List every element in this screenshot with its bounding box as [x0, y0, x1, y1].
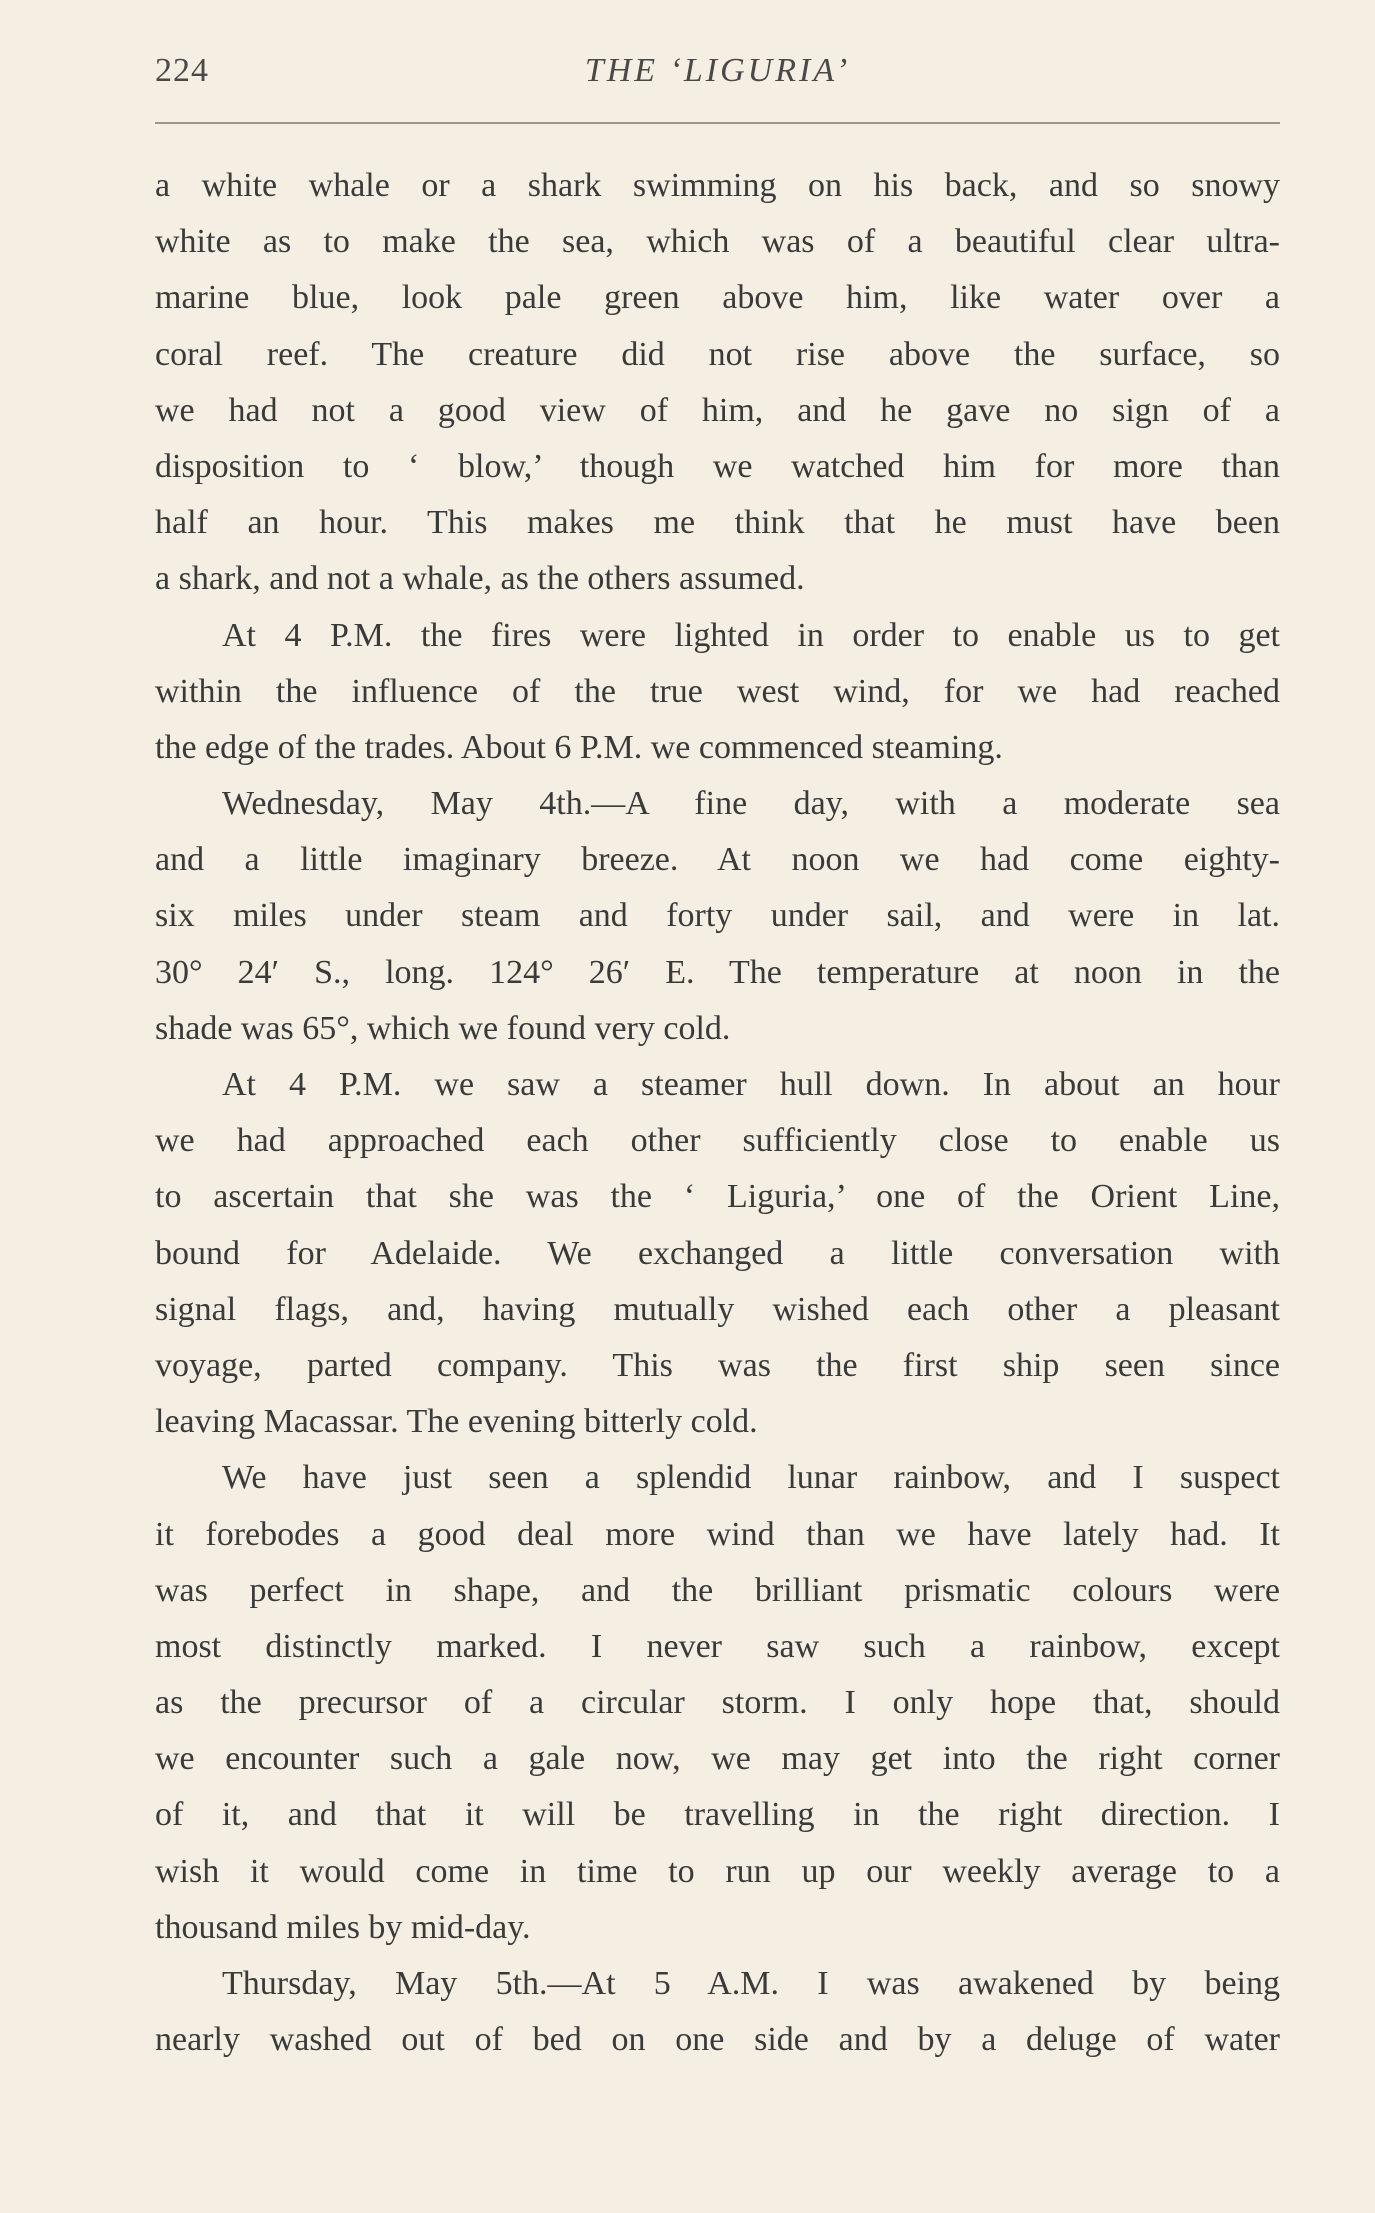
- text-line: the edge of the trades. About 6 P.M. we commenced steaming.: [155, 728, 1003, 766]
- text-line: we encounter such a gale now, we may get into the right corner: [155, 1740, 1280, 1778]
- running-title: THE ‘LIGURIA’: [584, 52, 851, 89]
- text-line: 30° 24′ S., long. 124° 26′ E. The temperature at noon in the: [155, 953, 1280, 991]
- text-line: voyage, parted company. This was the first ship seen since: [155, 1346, 1280, 1384]
- text-line: we had approached each other sufficiently close to enable us: [155, 1122, 1280, 1160]
- text-line: was perfect in shape, and the brilliant prismatic colours were: [155, 1571, 1280, 1609]
- text-line: We have just seen a splendid lunar rainbow, and I suspect: [222, 1459, 1280, 1497]
- text-line: to ascertain that she was the ‘ Liguria,’ one of the Orient Line,: [155, 1178, 1280, 1216]
- text-line: Thursday, May 5th.—At 5 A.M. I was awakened by being: [222, 1965, 1280, 2002]
- text-line: shade was 65°, which we found very cold.: [155, 1009, 731, 1047]
- text-line: leaving Macassar. The evening bitterly cold.: [155, 1403, 758, 1441]
- text-line: Wednesday, May 4th.—A fine day, with a moderate sea: [222, 785, 1280, 823]
- text-line: wish it would come in time to run up our weekly average to a: [155, 1852, 1280, 1890]
- body-text: [155, 158, 1280, 2068]
- text-line: white as to make the sea, which was of a beautiful clear ultra-: [155, 223, 1280, 261]
- header-rule: [155, 122, 1280, 124]
- text-line: we had not a good view of him, and he gave no sign of a: [155, 391, 1280, 429]
- text-line: as the precursor of a circular storm. I only hope that, should: [155, 1684, 1280, 1722]
- page-number: 224: [155, 52, 209, 89]
- text-line: signal flags, and, having mutually wished each other a pleasant: [155, 1290, 1280, 1328]
- text-line: most distinctly marked. I never saw such a rainbow, except: [155, 1627, 1280, 1665]
- text-line: it forebodes a good deal more wind than we have lately had. It: [155, 1515, 1280, 1553]
- text-line: coral reef. The creature did not rise above the surface, so: [155, 335, 1280, 373]
- text-line: nearly washed out of bed on one side and by a deluge of water: [155, 2021, 1280, 2059]
- text-line: At 4 P.M. we saw a steamer hull down. In about an hour: [222, 1066, 1280, 1103]
- text-line: a shark, and not a whale, as the others assumed.: [155, 560, 805, 598]
- text-line: and a little imaginary breeze. At noon we had come eighty-: [155, 841, 1280, 879]
- text-line: disposition to ‘ blow,’ though we watched him for more than: [155, 447, 1280, 485]
- page-header: [155, 52, 1280, 102]
- text-line: six miles under steam and forty under sail, and were in lat.: [155, 897, 1280, 935]
- text-line: half an hour. This makes me think that he must have been: [155, 504, 1280, 542]
- text-line: of it, and that it will be travelling in the right direction. I: [155, 1796, 1280, 1834]
- text-line: At 4 P.M. the fires were lighted in order to enable us to get: [222, 616, 1280, 654]
- text-line: bound for Adelaide. We exchanged a little conversation with: [155, 1234, 1280, 1272]
- text-line: thousand miles by mid-day.: [155, 1908, 531, 1946]
- text-line: marine blue, look pale green above him, like water over a: [155, 279, 1280, 317]
- text-line: a white whale or a shark swimming on his back, and so snowy: [155, 167, 1280, 204]
- text-line: within the influence of the true west wind, for we had reached: [155, 672, 1280, 710]
